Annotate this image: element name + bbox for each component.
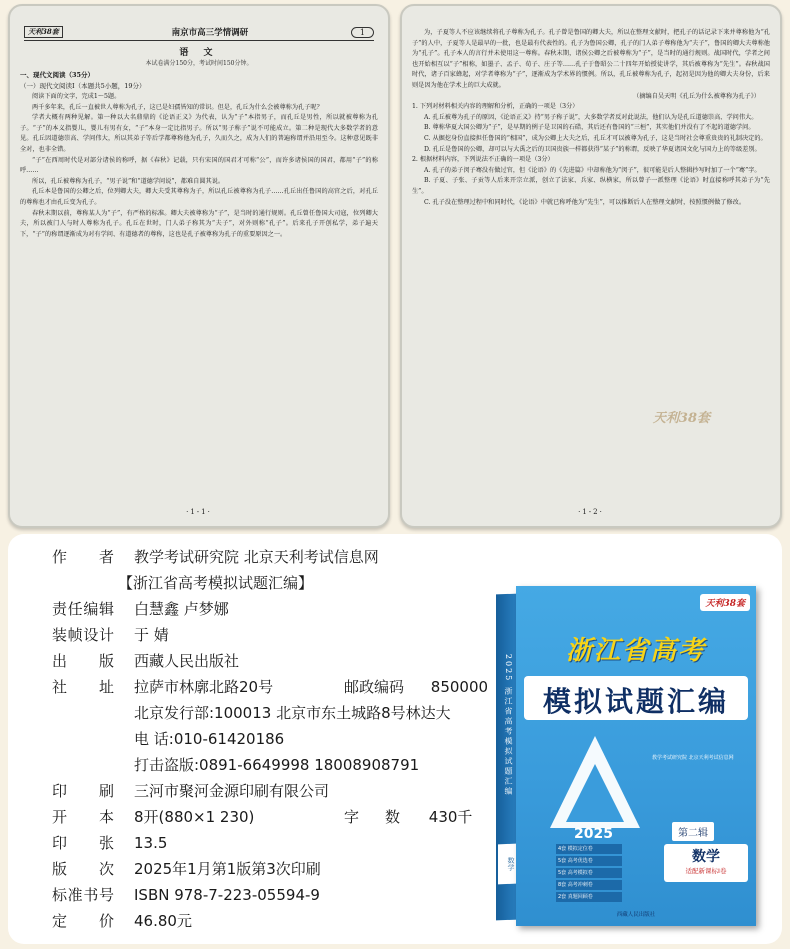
question-1: 1. 下列对材料相关内容的理解和分析，正确的一项是（3分） <box>412 103 579 111</box>
info-value: 电 话:010-61420186 <box>134 730 285 748</box>
info-row-price <box>52 910 192 931</box>
info-row-antipiracy <box>134 754 419 775</box>
cover-subtitle: 适配新课标Ⅰ卷 <box>685 867 727 875</box>
info-value: 西藏人民出版社 <box>134 652 240 670</box>
passage-paragraph: 春秋末期以前，尊称某人为“子”，有严格的标准。卿大夫被尊称为“子”，是当时的通行规则。孔丘曾任鲁国大司寇，位列卿大夫，所以被门人与时人尊称为孔子。孔丘在世时，门人弟子称其为“夫子”，对外则称“孔子”。后来孔子开创私学，弟子遍天下，“子”的称谓逐渐成为对有学问、有道德者的尊称，这也是孔子被尊称为孔子的重要原因之一。 <box>20 209 378 238</box>
question-option: A. 孔丘被尊为孔子的原因，《论语正义》持“男子称子说”，大多数学者反对此说法，他们认为是孔丘道德崇高、学问伟大。 <box>424 113 758 121</box>
cover-contents-list <box>556 844 622 904</box>
info-label: 开 本 <box>52 808 114 826</box>
info-value: 三河市聚河金源印刷有限公司 <box>134 782 330 800</box>
passage-paragraph: 两千多年来，孔丘一直被世人尊称为孔子，这已是妇孺皆知的常识。但是，孔丘为什么会被尊称为孔子呢？ <box>32 103 323 111</box>
cover-contents-item: 4套 模拟定位卷 <box>556 844 622 854</box>
info-row-wordcount <box>344 806 472 827</box>
info-value: 2025年1月第1版第3次印刷 <box>134 860 321 878</box>
cover-triangle-inner <box>566 764 624 822</box>
info-label: 出 版 <box>52 652 114 670</box>
info-label: 标准书号 <box>52 886 114 904</box>
section-subheading: （一）现代文阅读Ⅰ（本题共5小题，19分） <box>20 82 146 90</box>
page-header <box>24 26 374 41</box>
info-value: 教学考试研究院 北京天利考试信息网 <box>134 548 379 566</box>
info-row-series <box>118 572 313 593</box>
info-label: 定 价 <box>52 912 114 930</box>
info-row-author <box>52 546 379 567</box>
info-label: 印 刷 <box>52 782 114 800</box>
subject-title: 语 文 <box>179 48 219 58</box>
question-2: 2. 根据材料内容，下列说法不正确的一项是（3分） <box>412 156 554 164</box>
page-header-title: 南京市高三学情调研 <box>171 28 249 38</box>
info-row-branch <box>134 702 451 723</box>
question-option: A. 孔子的弟子闵子骞没有做过官，但《论语》的《先进篇》中却称他为“闵子”，很可能是后人整辑抄写时加了一个“骞”字。 <box>424 166 761 174</box>
page-number-box: 1 <box>351 27 374 38</box>
info-row-editor <box>52 598 229 619</box>
instruction-text: 阅读下面的文字，完成1～5题。 <box>32 93 121 100</box>
cover-title-line1: 浙江省高考 <box>565 636 706 666</box>
info-value: 白慧鑫 卢梦娜 <box>134 600 229 618</box>
info-row-edition <box>52 858 321 879</box>
cover-contents-item: 8套 高考冲刺卷 <box>556 880 622 890</box>
info-row-address <box>52 676 273 697</box>
info-value: ISBN 978-7-223-05594-9 <box>134 886 320 904</box>
book-spine <box>496 594 518 921</box>
cover-subject: 数学 <box>692 849 720 865</box>
info-label: 字 数 <box>344 808 400 826</box>
cover-year: 2025 <box>574 826 613 842</box>
spine-title: 2025 浙江省高考模拟试题汇编 <box>504 653 513 798</box>
question-option: D. 孔丘是鲁国的公卿，却可以与大禹之后的卫国贵族一样都获得“某子”的称谓，反映了华夏诸国文化与国力上的等级差别。 <box>424 145 761 153</box>
brand-logo: 天利38套 <box>700 594 750 611</box>
info-value: 打击盗版:0891-6649998 18008908791 <box>134 756 420 774</box>
cover-title-line2: 模拟试题汇编 <box>542 685 729 718</box>
book-cover-image <box>496 586 758 926</box>
watermark-logo: 天利38套 <box>652 411 710 426</box>
cover-edition: 第二辑 <box>672 822 714 841</box>
info-value: 46.80元 <box>134 912 192 930</box>
info-row-phone <box>134 728 284 749</box>
info-row-publisher <box>52 650 239 671</box>
cover-subject-box <box>664 844 748 882</box>
question-option: C. 孔子没在整理过程中和同时代，《论语》中就已称呼他为“先生”，可以推断后人在整理文献时，按照惯例做了修改。 <box>424 198 746 206</box>
info-label: 版 次 <box>52 860 114 878</box>
source-citation: （摘编自吴天明《孔丘为什么被尊称为孔子》） <box>633 92 760 100</box>
info-value: 拉萨市林廓北路20号 <box>134 678 274 696</box>
info-row-design <box>52 624 169 645</box>
book-info-panel <box>8 534 782 944</box>
info-label: 责任编辑 <box>52 600 114 618</box>
passage-paragraph: 学者大概有两种见解。第一种以大名鼎鼎的《论语正义》为代表，认为“子”本指男子，而孔丘是男性，所以就被尊称为孔子。“子”的本义指婴儿，婴儿有男有女，“子”本身一定比指男子。所以“男子称子”说不可能成立。第二种是现代大多数学者的意见。孔丘因道德崇高、学问伟大，所以其弟子等后学都尊称他为孔子，久而久之，成为人们的普遍称谓并沿用至今。这种意见既非全对，也非全错。 <box>20 114 378 153</box>
info-row-format <box>52 806 254 827</box>
book-front-cover <box>516 586 756 926</box>
spine-subject-tag: 数学 <box>498 844 516 885</box>
info-row-printer <box>52 780 329 801</box>
passage-paragraph: 所以，孔丘被尊称为孔子，“男子说”和“道德学问说”，都难自圆其说。 <box>32 177 225 185</box>
info-label: 邮政编码 <box>344 678 405 696</box>
cover-publisher-mini: 教学考试研究院 北京天利考试信息网 <box>652 755 734 761</box>
page-footer: ·1-1· <box>186 508 212 516</box>
question-option: B. 尊称华夏大国公卿为“子”，是早期的例子是卫国的石碏，其后还有鲁国的“三桓”，其实他们并没有了不起的道德学问。 <box>424 124 755 132</box>
passage-paragraph: 孔丘本是鲁国的公卿之后，位列卿大夫，卿大夫受其尊称为子，所以孔丘被尊称为孔子……孔丘出任鲁国的高官之后，对孔丘的尊称也才由孔丘变为孔子。 <box>20 188 378 206</box>
passage-paragraph: “子”在西周时代是对部分诸侯的称呼，据《春秋》记载，只有宋国的国君才可称“公”，而许多诸侯国的国君，都用“子”的称呼…… <box>20 156 378 175</box>
passage-paragraph: 为，子夏等人不应该继续将孔子尊称为孔子。孔子曾是鲁国的卿大夫，所以在整理文献时，把孔子的话记录下来并尊称他为“孔子”的人中，子夏等人是最早的一批，也是最有代表性的。孔子为鲁国公卿，孔子的门人弟子尊称他为“夫子”，鲁国的卿大夫尊称他为“孔子”。孔子本人的言行并未使用这一尊称。春秋末期，诸侯公卿之后被尊称为“子”，是当时的通行规则。战国时代，学者之间也开始相互以“子”相称，如墨子、孟子、荀子、庄子等……孔子于鲁昭公二十四年开始授徒讲学，其后被尊称为“先生”。春秋战国时代，诸子百家蜂起，对学者尊称为“子”，逐渐成为学术界的惯例。所以，孔丘被尊称为孔子，起初是因为他的卿大夫身份，后来则是因为他在学术上的巨大成就。 <box>412 29 770 89</box>
brand-logo: 天利38套 <box>24 26 63 38</box>
info-row-isbn <box>52 884 320 905</box>
question-option: C. 从掘挖身份直接担任鲁国的“相国”，成为公卿上大夫之后，孔丘才可以被尊为孔子，这是当时社会尊重贵贵的礼制决定的。 <box>424 134 767 142</box>
cover-title-box <box>524 676 748 720</box>
section-heading: 一、现代文阅读（35分） <box>20 71 95 79</box>
cover-contents-item: 5套 高考优选卷 <box>556 856 622 866</box>
cover-contents-item: 2套 真题回顾卷 <box>556 892 622 902</box>
info-value: 850000 <box>430 678 489 696</box>
info-label: 印 张 <box>52 834 114 852</box>
page-footer: ·1-2· <box>578 508 604 516</box>
info-label: 社 址 <box>52 678 114 696</box>
exam-page-left <box>8 4 390 528</box>
info-value: 8开(880×1 230) <box>134 808 255 826</box>
info-value: 430千 <box>428 808 473 826</box>
cover-contents-item: 5套 高考模拟卷 <box>556 868 622 878</box>
exam-note: 本试卷满分150分，考试时间150分钟。 <box>145 60 253 67</box>
info-value: 北京发行部:100013 北京市东土城路8号林达大 <box>134 704 451 722</box>
info-row-postal <box>344 676 488 697</box>
info-label: 作 者 <box>52 548 114 566</box>
info-row-sheets <box>52 832 167 853</box>
info-value: 于 婧 <box>134 626 169 644</box>
exam-page-right <box>400 4 782 528</box>
cover-press: 西藏人民出版社 <box>616 912 656 918</box>
info-value: 【浙江省高考模拟试题汇编】 <box>118 574 314 592</box>
info-value: 13.5 <box>134 834 168 852</box>
info-label: 装帧设计 <box>52 626 114 644</box>
question-option: B. 子夏、子张、子贡等人后来开宗立派，创立了法家、兵家、纵横家，所以曾子一派整理《论语》时直接称呼其弟子为“先生”。 <box>412 177 770 195</box>
